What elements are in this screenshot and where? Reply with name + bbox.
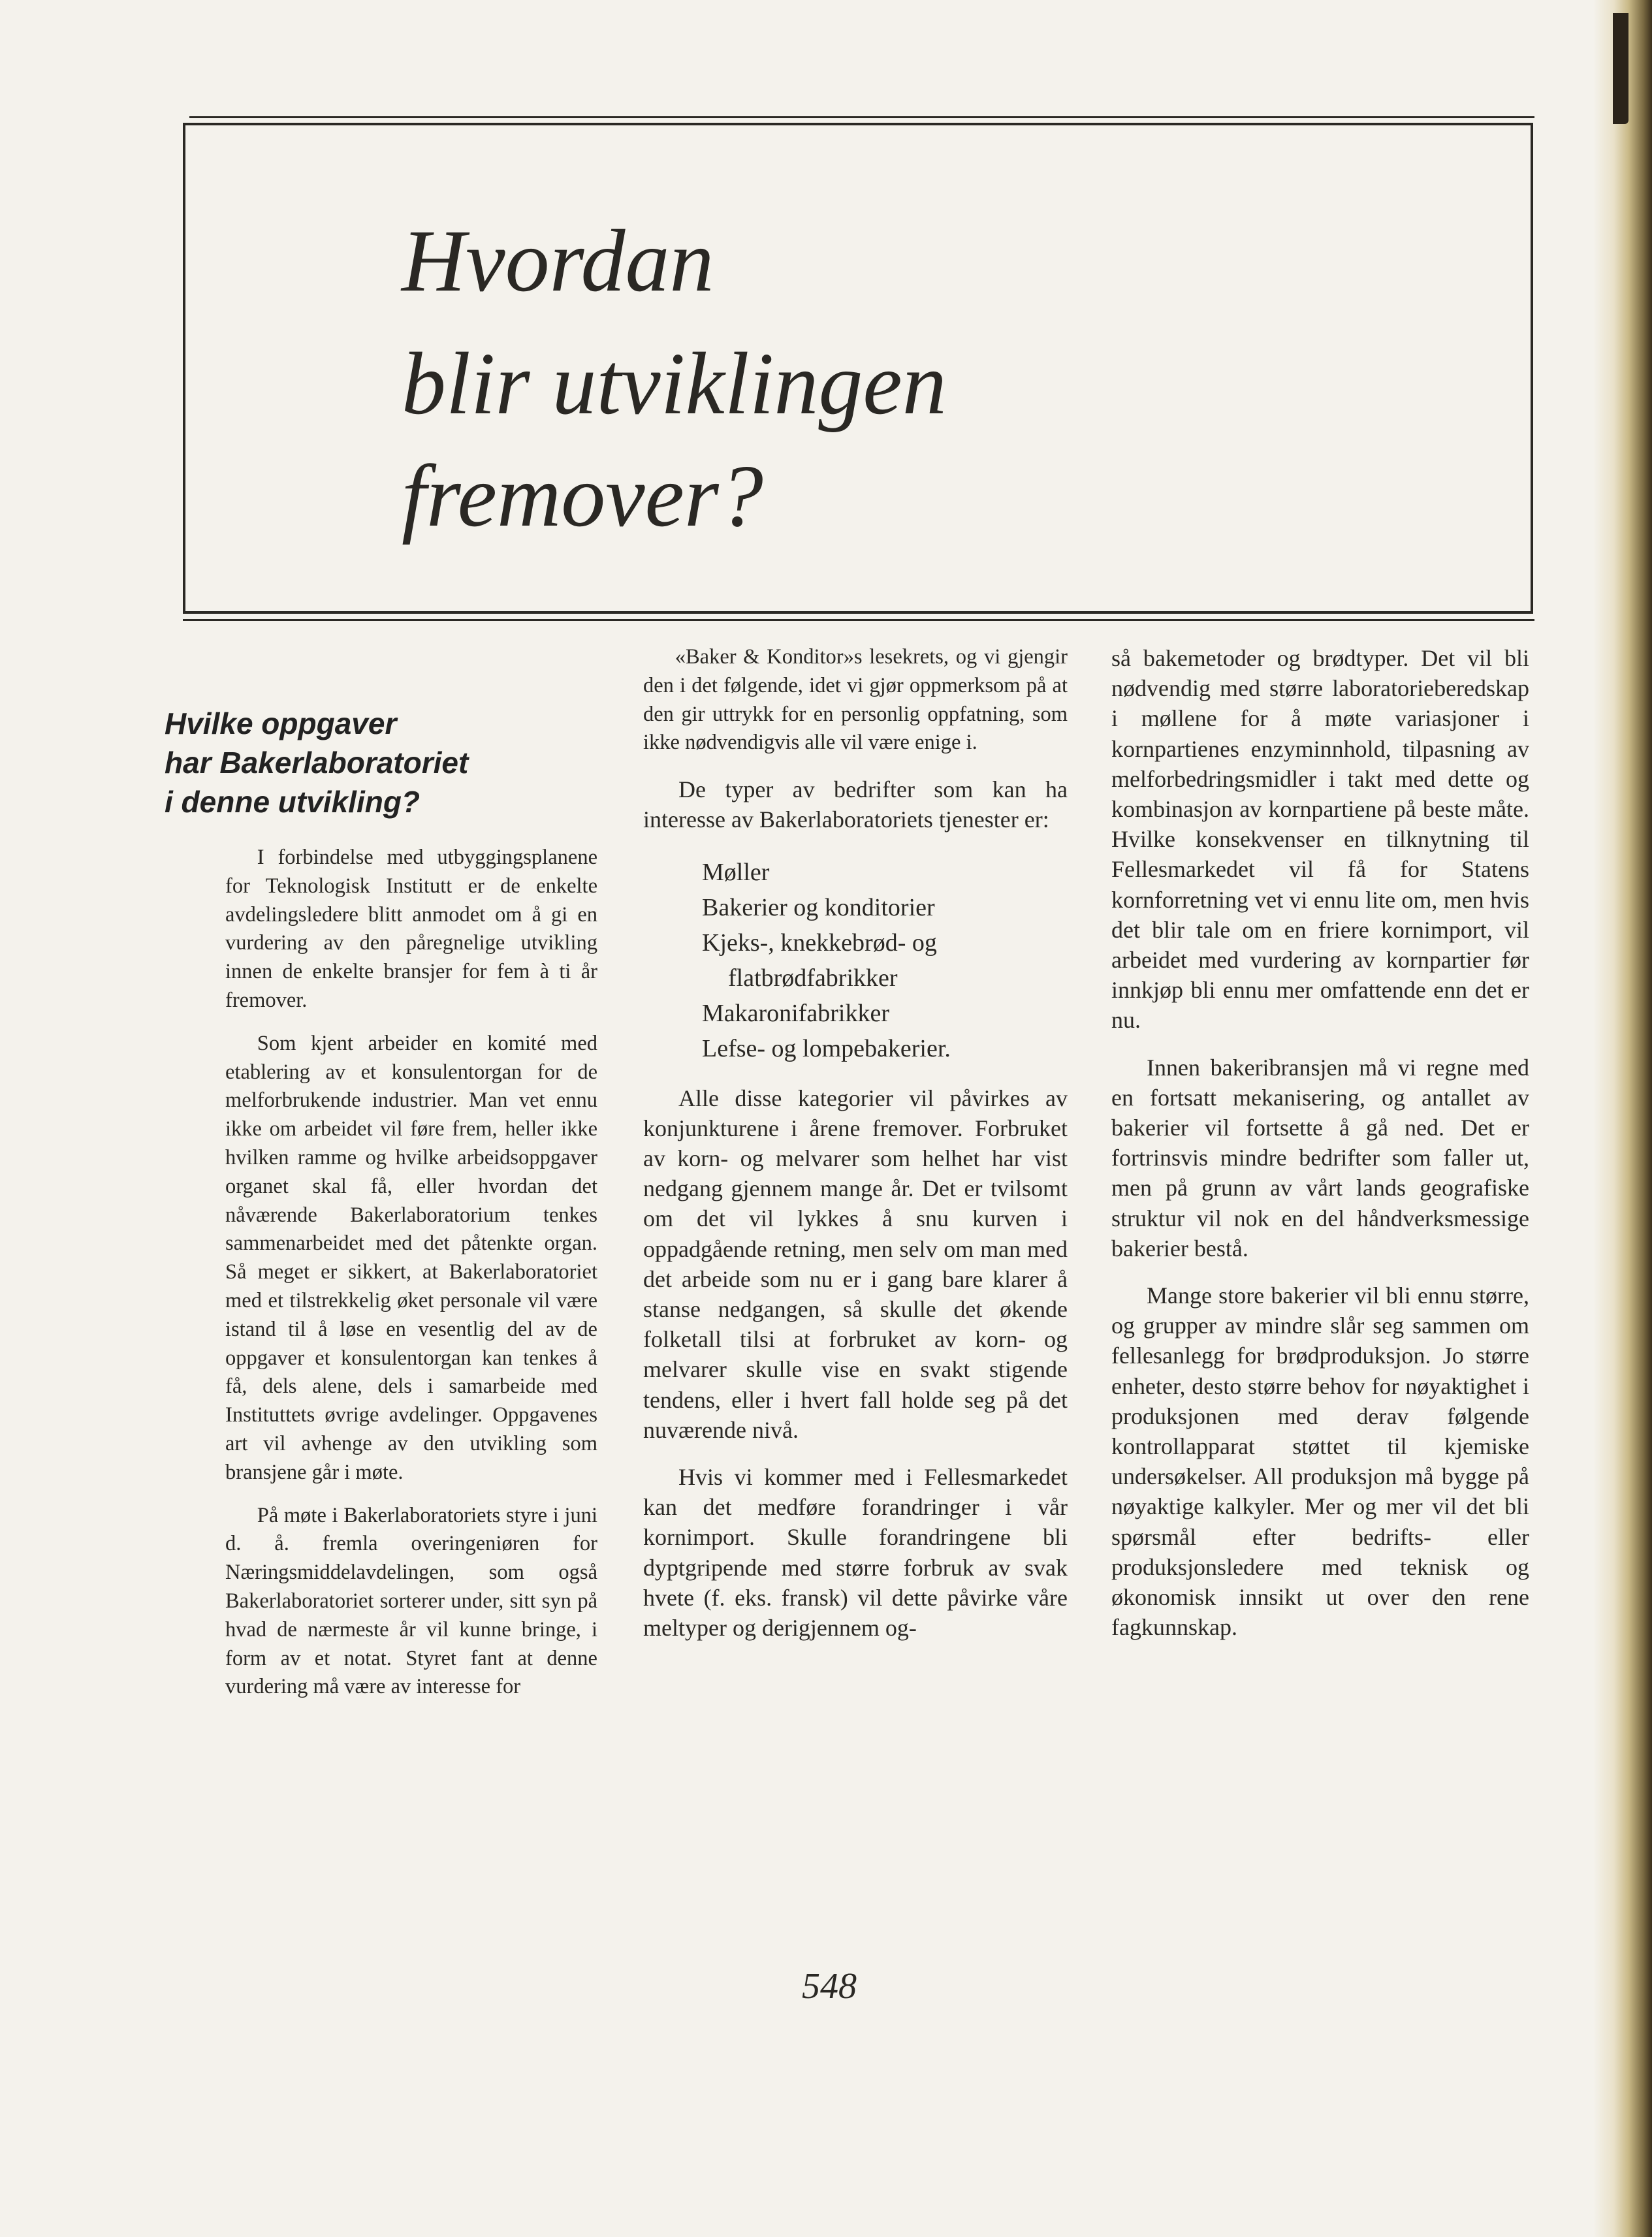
column-3 [1111, 643, 1529, 1643]
paragraph: så bakemetoder og brødtyper. Det vil bli nødvendig med større laboratorieberedskap i møllene for å møte variasjoner i kornpartienes enzyminnhold, tilpasning av melforbedringsmidler i takt med dette og kombinasjon av kornpartiene på beste måte. Hvilke konsekvenser en tilknytning til Fellesmarkedet vil få for Statens kornforretning vet vi ennu lite om, men hvis det blir tale om en friere kornimport, vil arbeidet med vurdering av kornpartier før innkjøp bli ennu mer omfattende enn det er nu. [1111, 645, 1529, 1034]
column-2 [643, 643, 1068, 1643]
subhead [165, 704, 530, 821]
paragraph: «Baker & Konditor»s lesekrets, og vi gjengir den i det følgende, idet vi gjør oppmerksom på at den gir uttrykk for en personlig oppfatning, som ikke nødvendigvis alle vil være enige i. [643, 645, 1068, 755]
paragraph: På møte i Bakerlaboratoriets styre i juni d. å. fremla overingeniøren for Næringsmiddelavdelingen, som også Bakerlaboratoriet sorterer under, sitt syn på hvad de nærmeste år vil kunne bringe, i form av et notat. Styret fant at denne vurdering må være av interesse for [225, 1503, 597, 1699]
list-item [702, 925, 1068, 996]
subhead-line-1: Hvilke oppgaver [165, 706, 397, 740]
title-rule-bottom [183, 619, 1534, 621]
list-item-text: Kjeks-, knekkebrød- og [702, 928, 937, 957]
list-item: Makaronifabrikker [702, 999, 889, 1027]
paragraph: Innen bakeribransjen må vi regne med en fortsatt mekanisering, og antallet av bakerier vil fortsette å gå ned. Det er fortrinsvis mindre bedrifter som faller ut, men på grunn av vårt lands geografiske struktur vil nok en del håndverksmessige bakerier bestå. [1111, 1054, 1529, 1261]
paragraph: De typer av bedrifter som kan ha interesse av Bakerlaboratoriets tjenester er: [643, 776, 1068, 833]
page-edge [1593, 0, 1652, 2237]
paragraph: Mange store bakerier vil bli ennu større, og grupper av mindre slår seg sammen om fellesanlegg for brødproduksjon. Jo større enheter, desto større behov for nøyaktighet i produksjonen med derav følgende kontrollapparat støttet til kjemiske undersøkelser. All produksjon må bygge på nøyaktige kalkyler. Mer og mer vil det bli spørsmål efter bedrifts- eller produksjonsledere med teknisk og økonomisk innsikt ut over den rene fagkunnskap. [1111, 1282, 1529, 1641]
subhead-line-2: har Bakerlaboratoriet [165, 746, 469, 780]
subhead-line-3: i denne utvikling? [165, 785, 421, 819]
list-item: Lefse- og lompebakerier. [702, 1034, 951, 1062]
paragraph: Hvis vi kommer med i Fellesmarkedet kan det medføre forandringer i vår kornimport. Skulle forandringene bli dyptgripende med større forbruk av svak hvete (f. eks. fransk) vil dette påvirke våre meltyper og derigjennem og- [643, 1464, 1068, 1642]
list-item: Møller [702, 858, 770, 886]
title-rule-top [189, 116, 1534, 118]
list-item-continuation: flatbrødfabrikker [728, 964, 898, 992]
list-item: Bakerier og konditorier [702, 893, 935, 921]
business-type-list [643, 855, 1068, 1066]
paragraph: I forbindelse med utbyggingsplanene for Teknologisk Institutt er de enkelte avdelingsledere blitt anmodet om å gi en vurdering av den påregnelige utvikling innen de enkelte bransjer for fem à ti år fremover. [225, 846, 597, 1012]
paragraph: Alle disse kategorier vil påvirkes av konjunkturene i årene fremover. Forbruket av korn- og melvarer som helhet har vist nedgang gjennem mange år. Det er tvilsomt om det vil lykkes å snu kurven i oppadgående retning, men selv om man med det arbeide som nu er i gang bare klarer å stanse nedgangen, så skulle det økende folketall tilsi at forbruket av korn- og melvarer skulle vise en svakt stigende tendens, eller i hvert fall holde seg på det nuværende nivå. [643, 1085, 1068, 1443]
title-line-2: blir utviklingen [402, 335, 947, 433]
paragraph: Som kjent arbeider en komité med etablering av et konsulentorgan for de melforbrukende industrier. Man vet ennu ikke om arbeidet vil føre frem, heller ikke hvilken ramme og hvilke arbeidsoppgaver organet skal få, eller hvordan det nåværende Bakerlaboratorium tenkes sammenarbeidet med det påtenkte organ. Så meget er sikkert, at Bakerlaboratoriet med et tilstrekkelig øket personale vil være istand til å løse en vesentlig del av de oppgaver et konsulentorgan kan tenkes å få, dels alene, dels i samarbeide med Instituttets øvrige avdelinger. Oppgavenes art vil avhenge av den utvikling som bransjene går i møte. [225, 1031, 597, 1484]
page-number: 548 [802, 1966, 857, 2007]
binding-shadow [1613, 13, 1628, 124]
title-line-1: Hvordan [402, 212, 714, 310]
column-1 [225, 844, 597, 1702]
title-line-3: fremover? [402, 447, 763, 545]
